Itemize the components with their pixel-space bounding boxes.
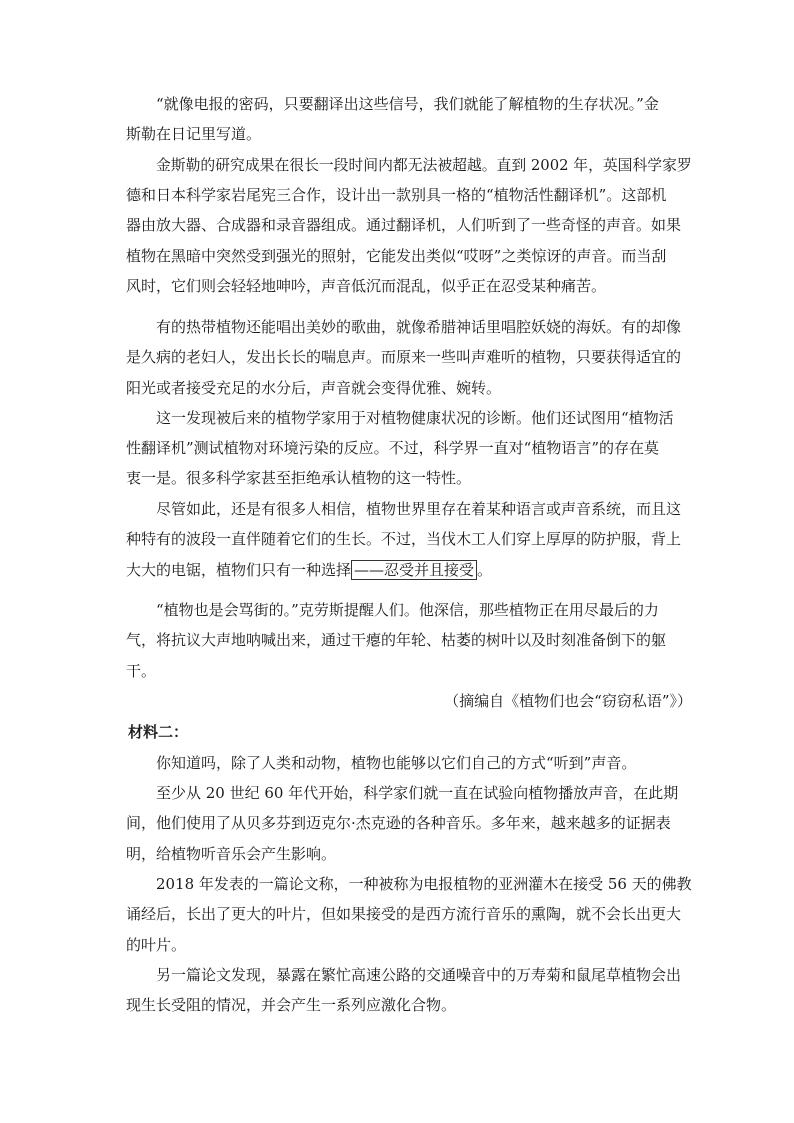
text-line: 的叶片。 <box>126 936 187 954</box>
text-line: 现生长受阻的情况，并会产生一系列应激化合物。 <box>126 996 457 1014</box>
text-line: 种特有的波段一直伴随着它们的生长。不过，当伐木工人们穿上厚厚的防护服，背上 <box>126 530 682 548</box>
text-line: 性翻译机”测试植物对环境污染的反应。不过，科学界一直对“植物语言”的存在莫 <box>126 439 660 457</box>
text-line: 另一篇论文发现，暴露在繁忙高速公路的交通噪音中的万寿菊和鼠尾草植物会出 <box>156 966 682 984</box>
text-line: 气，将抗议大声地呐喊出来，通过干瘪的年轮、枯萎的树叶以及时刻准备倒下的躯 <box>126 631 667 649</box>
section-heading: 材料二： <box>128 723 189 741</box>
source-citation: （摘编自《植物们也会“窃窃私语”》） <box>444 692 692 710</box>
text-line: 干。 <box>126 662 157 680</box>
text-line: 金斯勒的研究成果在很长一段时间内都无法被超越。直到 2002 年，英国科学家罗 <box>156 156 692 174</box>
text-line: 植物在黑暗中突然受到强光的照射，它能发出类似“哎呀”之类惊讶的声音。而当刮 <box>126 247 667 265</box>
text-segment: 大大的电锯，植物们只有一种选择 <box>126 561 352 579</box>
text-line: “植物也是会骂街的。”克劳斯提醒人们。他深信，那些植物正在用尽最后的力 <box>156 601 659 619</box>
text-line: 衷一是。很多科学家甚至拒绝承认植物的这一特性。 <box>126 469 472 487</box>
text-line: 2018 年发表的一篇论文称，一种被称为电报植物的亚洲灌木在接受 56 天的佛教 <box>156 875 692 893</box>
text-line <box>126 559 492 581</box>
text-line: 你知道吗，除了人类和动物，植物也能够以它们自己的方式“听到”声音。 <box>156 754 637 772</box>
text-line: 这一发现被后来的植物学家用于对植物健康状况的诊断。他们还试图用“植物活 <box>156 409 674 427</box>
boxed-phrase: ——忍受并且接受 <box>351 560 477 580</box>
text-line: “就像电报的密码，只要翻译出这些信号，我们就能了解植物的生存状况。”金 <box>156 95 659 113</box>
text-line: 阳光或者接受充足的水分后，声音就会变得优雅、婉转。 <box>126 379 502 397</box>
text-line: 德和日本科学家岩尾宪三合作，设计出一款别具一格的“植物活性翻译机”。这部机 <box>126 186 667 204</box>
text-line: 间，他们使用了从贝多芬到迈克尔·杰克逊的各种音乐。多年来，越来越多的证据表 <box>126 814 671 832</box>
text-line: 风时，它们则会轻轻地呻吟，声音低沉而混乱，似乎正在忍受某种痛苦。 <box>126 277 607 295</box>
text-line: 尽管如此，还是有很多人相信，植物世界里存在着某种语言或声音系统，而且这 <box>156 500 682 518</box>
text-line: 斯勒在日记里写道。 <box>126 125 262 143</box>
text-line: 明，给植物听音乐会产生影响。 <box>126 845 337 863</box>
text-line: 有的热带植物还能唱出美妙的歌曲，就像希腊神话里唱腔妖娆的海妖。有的却像 <box>156 318 682 336</box>
text-segment: 。 <box>477 561 493 579</box>
text-line: 诵经后，长出了更大的叶片，但如果接受的是西方流行音乐的熏陶，就不会长出更大 <box>126 905 682 923</box>
text-line: 至少从 20 世纪 60 年代开始，科学家们就一直在试验向植物播放声音，在此期 <box>156 784 679 802</box>
text-line: 是久病的老妇人，发出长长的喘息声。而原来一些叫声难听的植物，只要获得适宜的 <box>126 348 682 366</box>
text-line: 器由放大器、合成器和录音器组成。通过翻译机，人们听到了一些奇怪的声音。如果 <box>126 216 682 234</box>
